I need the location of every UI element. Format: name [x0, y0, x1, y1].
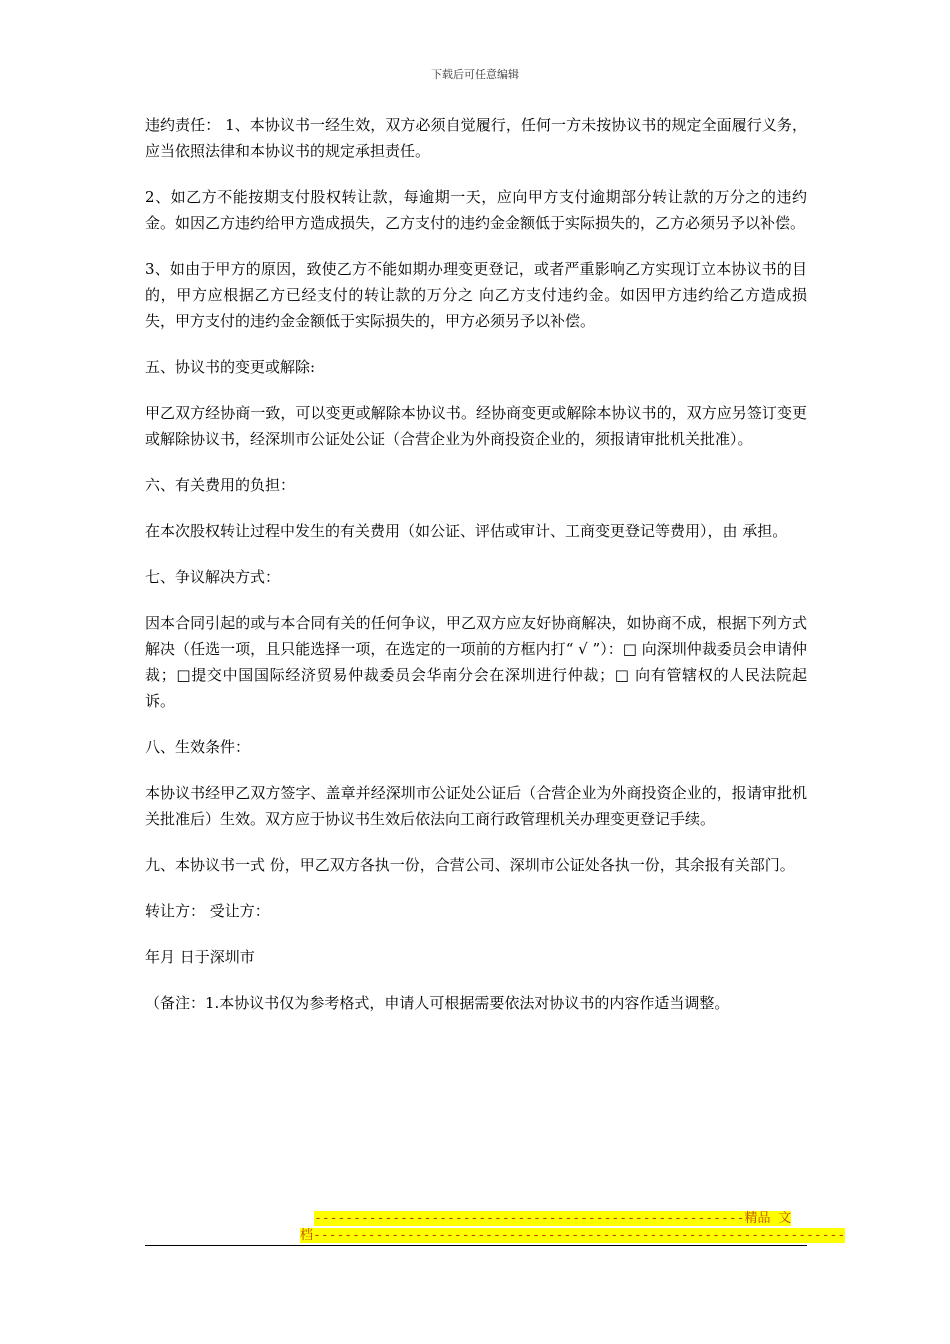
paragraph-amendment: 甲乙双方经协商一致，可以变更或解除本协议书。经协商变更或解除本协议书的，双方应另签订变更或解除协议书，经深圳市公证处公证（合营企业为外商投资企业的，须报请审批机关批准）。	[145, 404, 807, 448]
signature-date-place: 年月 日于深圳市	[145, 948, 255, 966]
section-heading-amendment: 五、协议书的变更或解除:	[145, 358, 316, 376]
footer-banner	[300, 1210, 846, 1244]
section-heading-dispute: 七、争议解决方式：	[145, 568, 281, 586]
paragraph-remark: （备注：1.本协议书仅为参考格式，申请人可根据需要依法对协议书的内容作适当调整。	[145, 994, 730, 1012]
footer-banner-line-2: 档--------------------------------------------------------------------	[300, 1228, 846, 1243]
paragraph-liability-intro: 违约责任： 1、本协议书一经生效，双方必须自觉履行，任何一方未按协议书的规定全面履行义务，应当依照法律和本协议书的规定承担责任。	[145, 116, 807, 160]
paragraph-effective: 本协议书经甲乙双方签字、盖章并经深圳市公证处公证后（合营企业为外商投资企业的，报请审批机关批准后）生效。双方应于协议书生效后依法向工商行政管理机关办理变更登记手续。	[145, 784, 807, 828]
footer-banner-line-1: -------------------------------------------------------精品 文	[314, 1211, 792, 1226]
section-heading-effective: 八、生效条件：	[145, 738, 251, 756]
paragraph-dispute: 因本合同引起的或与本合同有关的任何争议，甲乙双方应友好协商解决，如协商不成，根据下列方式解决（任选一项，且只能选择一项，在选定的一项前的方框内打“ √ ”）：□ 向深圳仲裁委员会申请仲裁；□提交中国国际经济贸易仲裁委员会华南分会在深圳进行仲裁；□ 向有管辖权的人民法院起诉。	[145, 614, 807, 710]
paragraph-liability-party-b: 2、如乙方不能按期支付股权转让款，每逾期一天，应向甲方支付逾期部分转让款的万分之的违约金。如因乙方违约给甲方造成损失，乙方支付的违约金金额低于实际损失的，乙方必须另予以补偿。	[145, 188, 807, 232]
section-heading-expenses: 六、有关费用的负担：	[145, 476, 296, 494]
signature-parties: 转让方： 受让方：	[145, 902, 270, 920]
footer-divider	[145, 1245, 807, 1246]
document-body	[145, 112, 807, 1016]
paragraph-expenses: 在本次股权转让过程中发生的有关费用（如公证、评估或审计、工商变更登记等费用），由 承担。	[145, 522, 788, 540]
header-note: 下载后可任意编辑	[431, 68, 519, 81]
paragraph-copies: 九、本协议书一式 份，甲乙双方各执一份，合营公司、深圳市公证处各执一份，其余报有关部门。	[145, 856, 795, 874]
paragraph-liability-party-a: 3、如由于甲方的原因，致使乙方不能如期办理变更登记，或者严重影响乙方实现订立本协议书的目的，甲方应根据乙方已经支付的转让款的万分之 向乙方支付违约金。如因甲方违约给乙方造成损失，甲方支付的违约金金额低于实际损失的，甲方必须另予以补偿。	[145, 260, 807, 330]
